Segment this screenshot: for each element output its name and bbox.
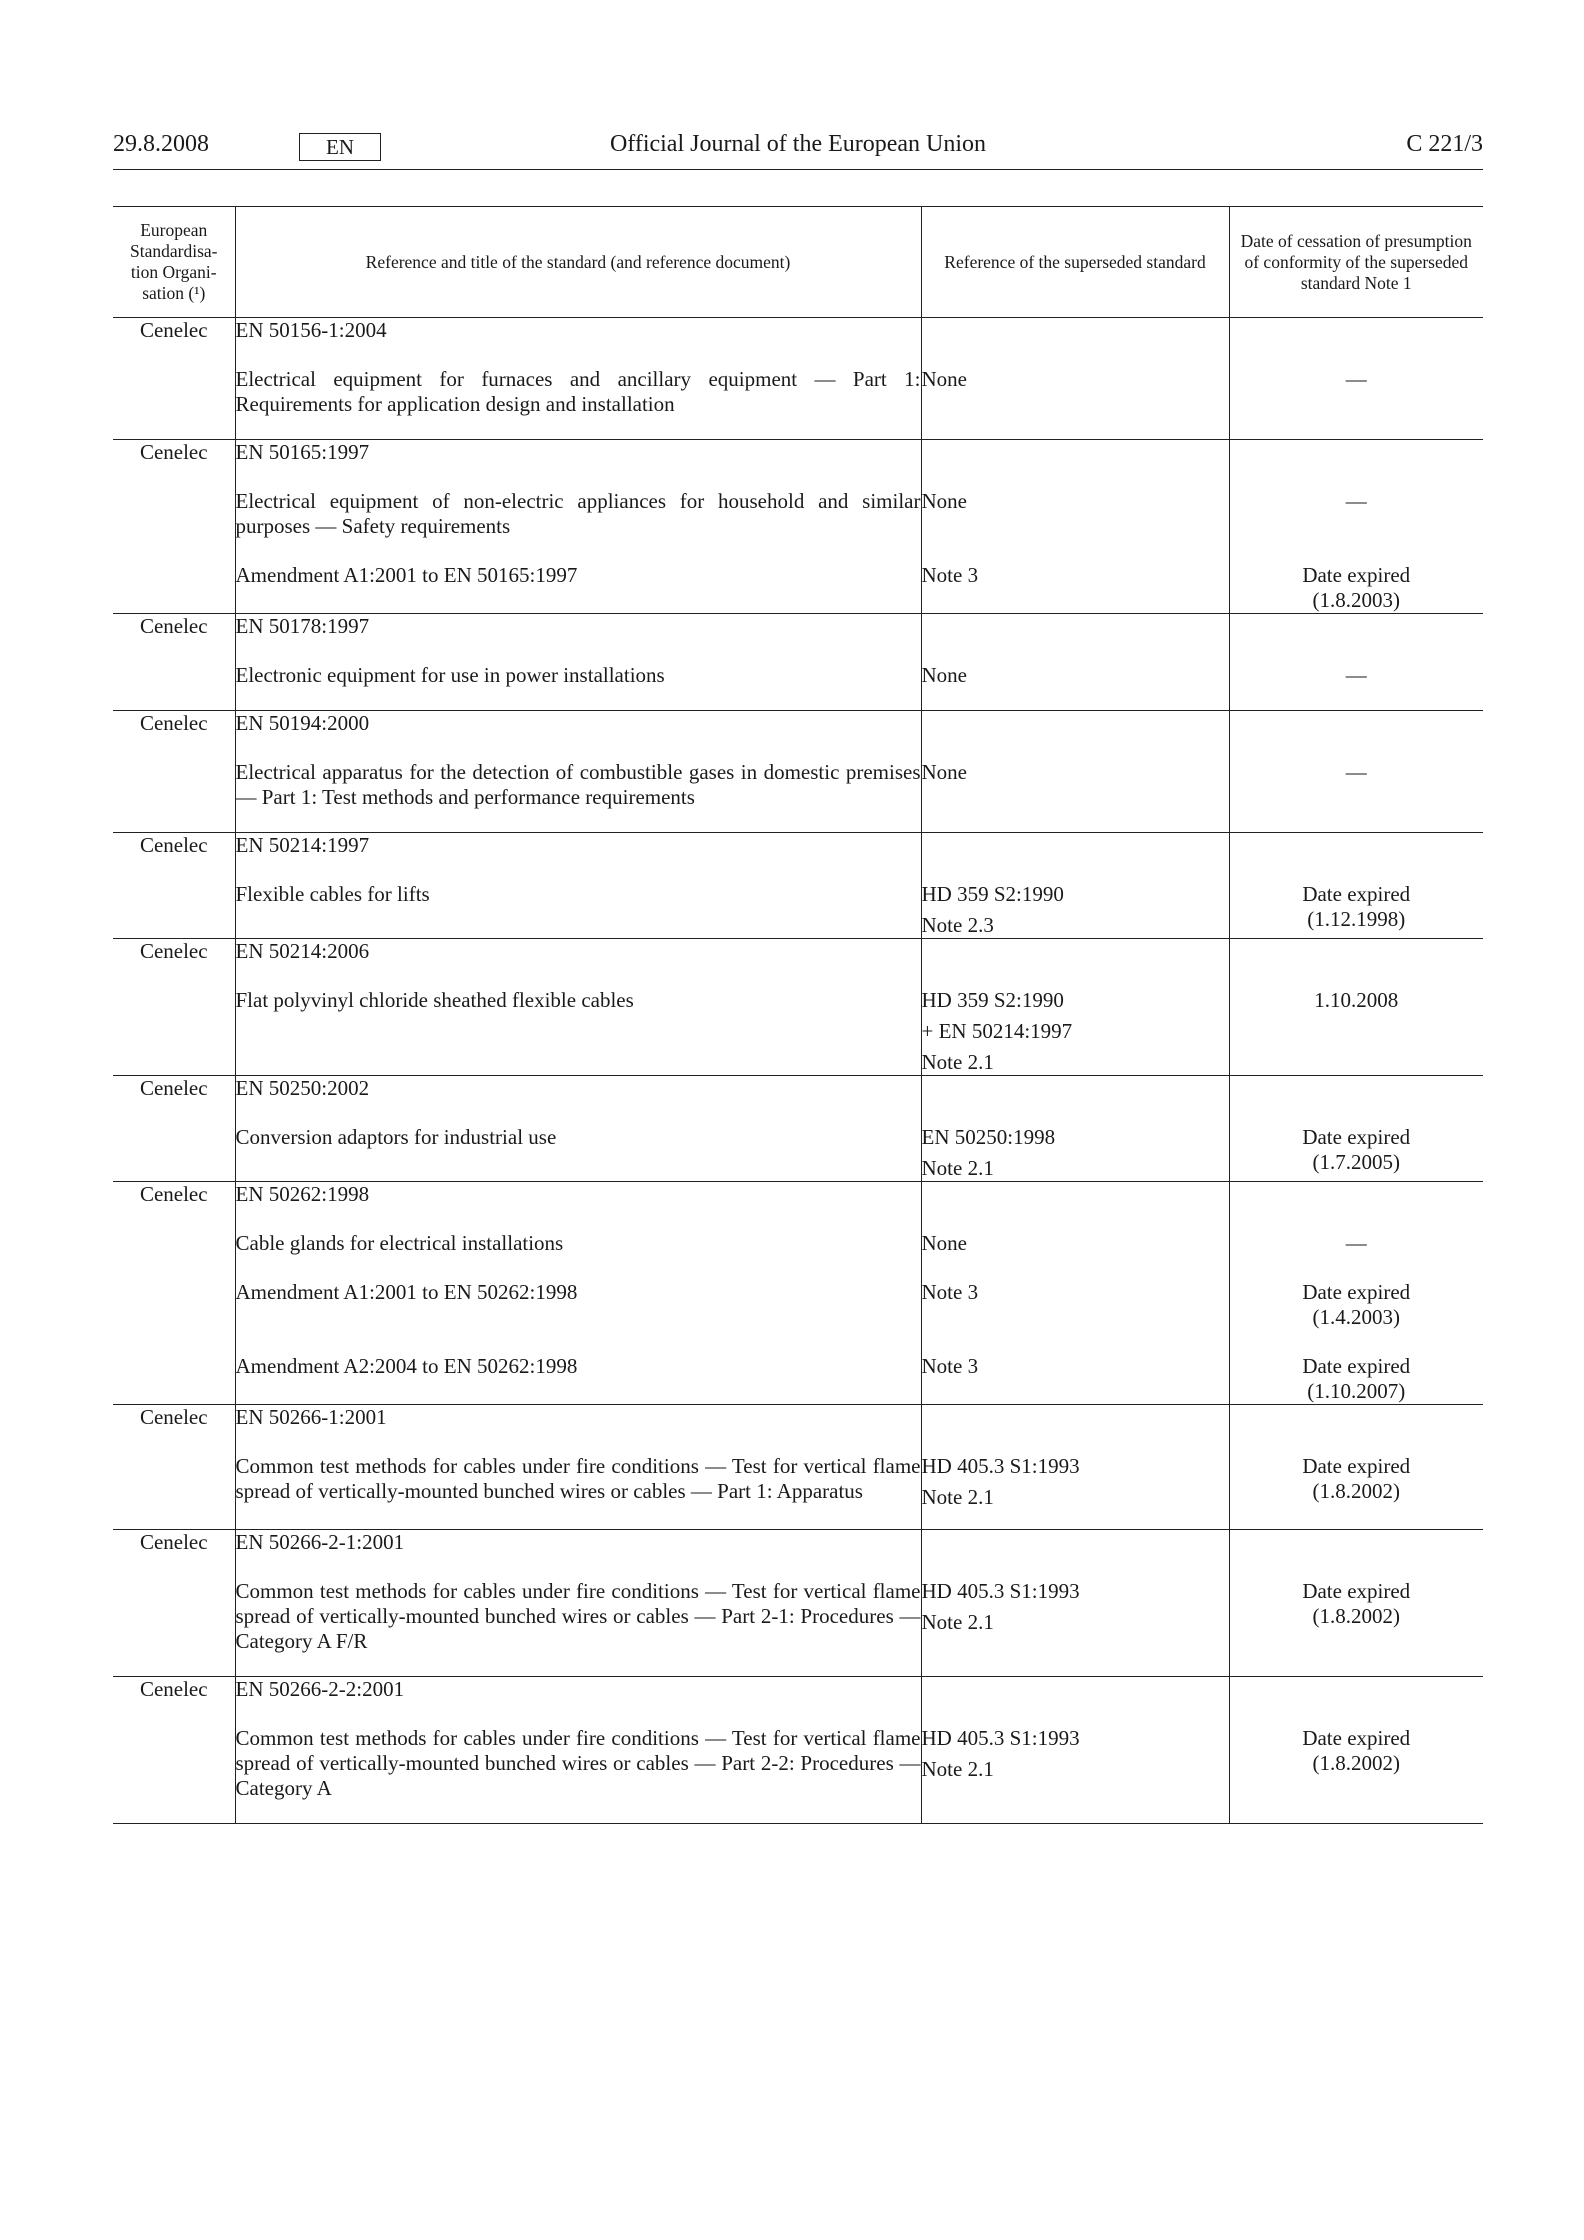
standard-title: Cable glands for electrical installations xyxy=(235,1231,564,1255)
cessation-date-cell xyxy=(1229,1076,1483,1182)
standard-title: Electrical equipment for furnaces and ancillary equipment — Part 1: Requirements for application design and installation xyxy=(235,367,921,416)
cell-spacer xyxy=(1230,318,1484,367)
standard-title: Flexible cables for lifts xyxy=(235,882,430,906)
superseded-reference: None xyxy=(921,663,967,687)
cessation-date: (1.8.2002) xyxy=(1312,1751,1400,1775)
table-row xyxy=(113,939,1483,1076)
date-block xyxy=(1230,489,1484,539)
date-block xyxy=(1230,988,1484,1013)
superseded-cell xyxy=(921,1530,1229,1677)
standard-reference: EN 50266-2-2:2001 xyxy=(235,1677,405,1701)
amendment-date-block xyxy=(1230,1280,1484,1330)
standard-reference: EN 50156-1:2004 xyxy=(235,318,387,342)
cell-spacer xyxy=(922,1677,1229,1726)
standard-reference: EN 50214:2006 xyxy=(235,939,370,963)
table-row xyxy=(113,711,1483,833)
table-row xyxy=(113,1182,1483,1405)
date-block xyxy=(1230,1231,1484,1256)
standard-title: Electronic equipment for use in power installations xyxy=(235,663,665,687)
org-name: Cenelec xyxy=(139,1530,208,1554)
table-row xyxy=(113,318,1483,440)
superseded-reference: Note 2.1 xyxy=(921,1757,994,1781)
org-cell xyxy=(113,1677,235,1824)
standard-cell xyxy=(235,440,921,614)
standard-cell xyxy=(235,1405,921,1530)
superseded-block xyxy=(922,1231,1229,1256)
cell-spacer xyxy=(236,907,921,929)
amendment-cessation-date: Date expired xyxy=(1302,1280,1411,1304)
cessation-date: — xyxy=(1345,1231,1367,1255)
cessation-date: — xyxy=(1345,367,1367,391)
cessation-date-cell xyxy=(1229,1530,1483,1677)
standard-reference: EN 50266-2-1:2001 xyxy=(235,1530,405,1554)
date-block xyxy=(1230,367,1484,417)
org-name: Cenelec xyxy=(139,939,208,963)
superseded-cell xyxy=(921,1677,1229,1824)
cell-spacer xyxy=(1230,1182,1484,1231)
amendment-cessation-date: (1.8.2003) xyxy=(1312,588,1400,612)
standard-cell xyxy=(235,1076,921,1182)
standard-cell xyxy=(235,939,921,1076)
standard-title: Electrical apparatus for the detection of combustible gases in domestic premises — Part 1: Test methods and performance requirements xyxy=(235,760,921,809)
cessation-date: — xyxy=(1345,760,1367,784)
standard-reference: EN 50165:1997 xyxy=(235,440,370,464)
superseded-reference: HD 405.3 S1:1993 xyxy=(921,1726,1080,1750)
org-name: Cenelec xyxy=(139,833,208,857)
cessation-date: — xyxy=(1345,489,1367,513)
cessation-date: (1.7.2005) xyxy=(1312,1150,1400,1174)
amendment-reference: Amendment A1:2001 to EN 50165:1997 xyxy=(235,563,578,587)
cessation-date: Date expired xyxy=(1302,882,1411,906)
superseded-block xyxy=(922,988,1229,1075)
cell-spacer xyxy=(922,1076,1229,1125)
org-cell xyxy=(113,939,235,1076)
date-block xyxy=(1230,760,1484,810)
superseded-cell xyxy=(921,1405,1229,1530)
standard-cell xyxy=(235,1182,921,1405)
standard-title: Electrical equipment of non-electric appliances for household and similar purposes — Safety requirements xyxy=(235,489,921,538)
cessation-date: (1.12.1998) xyxy=(1307,907,1406,931)
superseded-reference: None xyxy=(921,367,967,391)
standard-title: Flat polyvinyl chloride sheathed flexible cables xyxy=(235,988,634,1012)
amendment-date-block xyxy=(1230,563,1484,613)
cessation-date-cell xyxy=(1229,318,1483,440)
cell-spacer xyxy=(236,588,921,610)
standard-cell xyxy=(235,1677,921,1824)
cell-spacer xyxy=(236,1801,921,1823)
standard-reference: EN 50266-1:2001 xyxy=(235,1405,387,1429)
cessation-date: 1.10.2008 xyxy=(1314,988,1399,1012)
journal-title: Official Journal of the European Union xyxy=(609,131,987,157)
standard-title: Conversion adaptors for industrial use xyxy=(235,1125,557,1149)
amendment-cessation-date: (1.10.2007) xyxy=(1307,1379,1406,1403)
header-reference-title: Reference and title of the standard (and reference document) xyxy=(235,207,921,318)
amendment-cessation-date: Date expired xyxy=(1302,563,1411,587)
cell-spacer xyxy=(1230,1530,1484,1579)
superseded-cell xyxy=(921,1076,1229,1182)
date-block xyxy=(1230,1579,1484,1654)
cell-spacer xyxy=(236,688,921,710)
org-name: Cenelec xyxy=(139,614,208,638)
cell-spacer xyxy=(1230,711,1484,760)
superseded-reference: Note 2.3 xyxy=(921,913,994,937)
cell-spacer xyxy=(236,417,921,439)
cell-spacer xyxy=(236,1013,921,1035)
org-name: Cenelec xyxy=(139,1405,208,1429)
standard-cell xyxy=(235,833,921,939)
superseded-block xyxy=(922,1726,1229,1801)
amendment-superseded: Note 3 xyxy=(921,1280,979,1304)
org-name: Cenelec xyxy=(139,440,208,464)
org-cell xyxy=(113,1076,235,1182)
cell-spacer xyxy=(236,810,921,832)
amendment-reference: Amendment A2:2004 to EN 50262:1998 xyxy=(235,1354,578,1378)
cell-spacer xyxy=(922,711,1229,760)
org-name: Cenelec xyxy=(139,1677,208,1701)
superseded-cell xyxy=(921,1182,1229,1405)
language-box: EN xyxy=(299,133,381,161)
header-superseded: Reference of the superseded standard xyxy=(921,207,1229,318)
standard-title: Common test methods for cables under fire conditions — Test for vertical flame spread of vertically-mounted bunched wires or cables — Part 2-2: Procedures — Category A xyxy=(235,1726,921,1800)
cessation-date: Date expired xyxy=(1302,1125,1411,1149)
standard-reference: EN 50262:1998 xyxy=(235,1182,370,1206)
superseded-block xyxy=(922,760,1229,810)
superseded-reference: HD 359 S2:1990 xyxy=(921,882,1064,906)
superseded-block xyxy=(922,367,1229,417)
cell-spacer xyxy=(922,1182,1229,1231)
superseded-cell xyxy=(921,614,1229,711)
table-row xyxy=(113,614,1483,711)
standard-reference: EN 50178:1997 xyxy=(235,614,370,638)
org-cell xyxy=(113,614,235,711)
superseded-reference: HD 405.3 S1:1993 xyxy=(921,1454,1080,1478)
superseded-cell xyxy=(921,939,1229,1076)
org-name: Cenelec xyxy=(139,318,208,342)
superseded-block xyxy=(922,1125,1229,1181)
table-row xyxy=(113,1530,1483,1677)
cell-spacer xyxy=(922,833,1229,882)
table-row xyxy=(113,440,1483,614)
cessation-date: Date expired xyxy=(1302,1579,1411,1603)
superseded-reference: None xyxy=(921,1231,967,1255)
cell-spacer xyxy=(236,1504,921,1526)
publication-date: 29.8.2008 xyxy=(113,131,209,157)
cessation-date-cell xyxy=(1229,440,1483,614)
cessation-date: — xyxy=(1345,663,1367,687)
standard-title: Common test methods for cables under fire conditions — Test for vertical flame spread of vertically-mounted bunched wires or cables — Part 1: Apparatus xyxy=(235,1454,921,1503)
cell-spacer xyxy=(922,1405,1229,1454)
cell-spacer xyxy=(922,1530,1229,1579)
cell-spacer xyxy=(922,318,1229,367)
header-organisation: European Standardisa- tion Organi- sation (¹) xyxy=(113,207,235,318)
superseded-block xyxy=(922,1579,1229,1654)
page-header xyxy=(113,127,1483,170)
table-row xyxy=(113,1405,1483,1530)
org-cell xyxy=(113,1405,235,1530)
standard-reference: EN 50250:2002 xyxy=(235,1076,370,1100)
superseded-reference: None xyxy=(921,489,967,513)
standard-cell xyxy=(235,711,921,833)
org-cell xyxy=(113,711,235,833)
amendment-cessation-date: (1.4.2003) xyxy=(1312,1305,1400,1329)
cessation-date-cell xyxy=(1229,1677,1483,1824)
amendment-date-block xyxy=(1230,1354,1484,1404)
amendment-cessation-date: Date expired xyxy=(1302,1354,1411,1378)
superseded-cell xyxy=(921,440,1229,614)
standard-reference: EN 50214:1997 xyxy=(235,833,370,857)
cell-spacer xyxy=(1230,440,1484,489)
org-cell xyxy=(113,318,235,440)
cell-spacer xyxy=(922,440,1229,489)
table-row xyxy=(113,1076,1483,1182)
table-row xyxy=(113,1677,1483,1824)
cessation-date: Date expired xyxy=(1302,1726,1411,1750)
standards-table xyxy=(113,206,1483,1824)
amendment-reference: Amendment A1:2001 to EN 50262:1998 xyxy=(235,1280,578,1304)
cessation-date-cell xyxy=(1229,711,1483,833)
cell-spacer xyxy=(922,614,1229,663)
org-name: Cenelec xyxy=(139,711,208,735)
table-header-row xyxy=(113,207,1483,318)
cessation-date: Date expired xyxy=(1302,1454,1411,1478)
page-reference: C 221/3 xyxy=(1406,131,1483,157)
cessation-date: (1.8.2002) xyxy=(1312,1604,1400,1628)
superseded-block xyxy=(922,1454,1229,1529)
cell-spacer xyxy=(1230,833,1484,882)
date-block xyxy=(1230,882,1484,932)
header-cessation-date: Date of cessation of presumption of conformity of the superseded standard Note 1 xyxy=(1229,207,1483,318)
cell-spacer xyxy=(1230,1405,1484,1454)
superseded-reference: HD 405.3 S1:1993 xyxy=(921,1579,1080,1603)
cessation-date: (1.8.2002) xyxy=(1312,1479,1400,1503)
superseded-block xyxy=(922,882,1229,938)
superseded-block xyxy=(922,663,1229,688)
standard-cell xyxy=(235,318,921,440)
superseded-cell xyxy=(921,711,1229,833)
standard-title: Common test methods for cables under fire conditions — Test for vertical flame spread of vertically-mounted bunched wires or cables — Part 2-1: Procedures — Category A F/R xyxy=(235,1579,921,1653)
amendment-superseded: Note 3 xyxy=(921,563,979,587)
org-cell xyxy=(113,833,235,939)
cessation-date-cell xyxy=(1229,1182,1483,1405)
superseded-reference: None xyxy=(921,760,967,784)
cell-spacer xyxy=(1230,614,1484,663)
cell-spacer xyxy=(236,1379,921,1401)
amendment-superseded: Note 3 xyxy=(921,1354,979,1378)
cell-spacer xyxy=(922,939,1229,988)
superseded-block xyxy=(922,489,1229,539)
cessation-date-cell xyxy=(1229,1405,1483,1530)
date-block xyxy=(1230,663,1484,688)
cell-spacer xyxy=(1230,1677,1484,1726)
superseded-reference: EN 50250:1998 xyxy=(921,1125,1056,1149)
cell-spacer xyxy=(1230,1076,1484,1125)
org-cell xyxy=(113,440,235,614)
date-block xyxy=(1230,1726,1484,1801)
standard-reference: EN 50194:2000 xyxy=(235,711,370,735)
table-body xyxy=(113,318,1483,1824)
table-row xyxy=(113,833,1483,939)
superseded-reference: Note 2.1 xyxy=(921,1050,994,1074)
cell-spacer xyxy=(236,1150,921,1172)
cell-spacer xyxy=(236,1654,921,1676)
org-name: Cenelec xyxy=(139,1182,208,1206)
cessation-date-cell xyxy=(1229,939,1483,1076)
standard-cell xyxy=(235,1530,921,1677)
org-cell xyxy=(113,1182,235,1405)
cessation-date-cell xyxy=(1229,614,1483,711)
superseded-cell xyxy=(921,318,1229,440)
org-name: Cenelec xyxy=(139,1076,208,1100)
superseded-cell xyxy=(921,833,1229,939)
standard-cell xyxy=(235,614,921,711)
org-cell xyxy=(113,1530,235,1677)
superseded-reference: HD 359 S2:1990 xyxy=(921,988,1064,1012)
superseded-reference: Note 2.1 xyxy=(921,1485,994,1509)
date-block xyxy=(1230,1454,1484,1529)
date-block xyxy=(1230,1125,1484,1175)
superseded-reference: Note 2.1 xyxy=(921,1610,994,1634)
cessation-date-cell xyxy=(1229,833,1483,939)
cell-spacer xyxy=(1230,939,1484,988)
superseded-reference: Note 2.1 xyxy=(921,1156,994,1180)
superseded-reference: + EN 50214:1997 xyxy=(921,1019,1073,1043)
